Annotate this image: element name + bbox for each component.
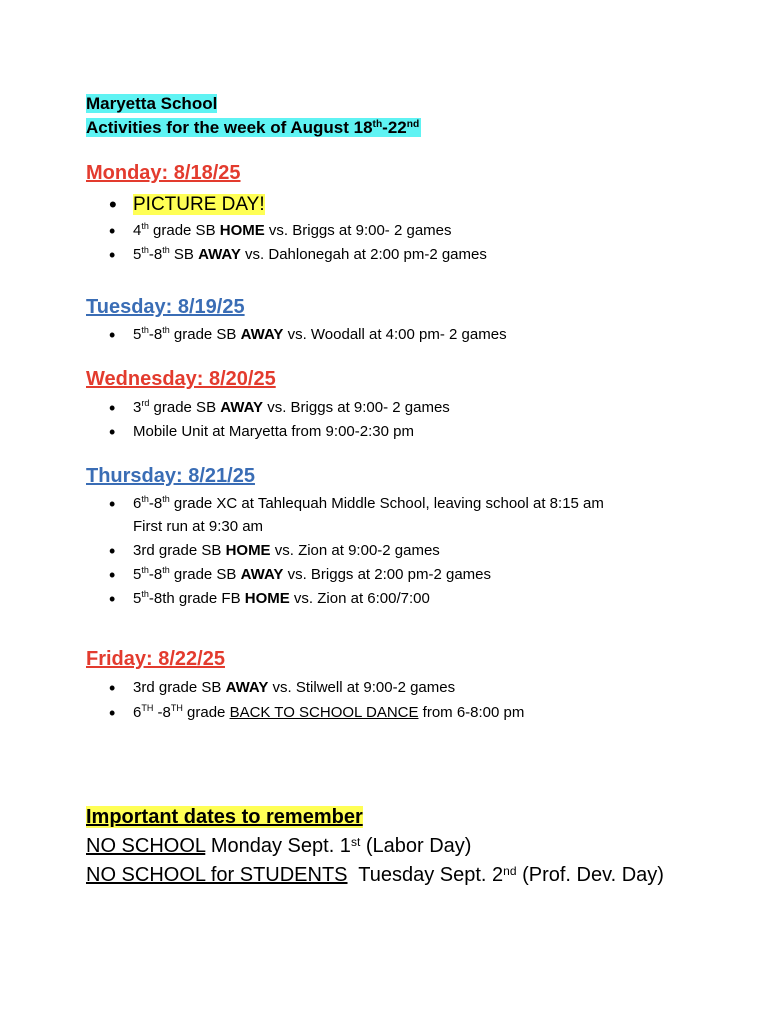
important-line-1: NO SCHOOL Monday Sept. 1st (Labor Day) — [86, 835, 472, 857]
list-item: • 6TH -8TH grade BACK TO SCHOOL DANCE from 6-8:00 pm — [133, 703, 524, 723]
tuesday-heading: Tuesday: 8/19/25 — [86, 296, 245, 318]
list-item: • 6th-8th grade XC at Tahlequah Middle School, leaving school at 8:15 am — [133, 494, 604, 514]
important-heading: Important dates to remember — [86, 806, 363, 828]
important-line-2: NO SCHOOL for STUDENTS Tuesday Sept. 2nd (Prof. Dev. Day) — [86, 864, 664, 886]
list-item: • 5th-8th grade FB HOME vs. Zion at 6:00/7:00 — [133, 589, 430, 609]
wednesday-heading: Wednesday: 8/20/25 — [86, 368, 276, 390]
list-item-continuation: First run at 9:30 am — [133, 518, 264, 535]
school-title: Maryetta School — [86, 94, 218, 113]
list-item: • PICTURE DAY! — [133, 193, 265, 217]
list-item: • 5th-8th grade SB AWAY vs. Briggs at 2:00 pm-2 games — [133, 565, 491, 585]
list-item: • 3rd grade SB AWAY vs. Stilwell at 9:00-2 games — [133, 678, 455, 698]
week-title: Activities for the week of August 18th-22nd — [86, 118, 420, 137]
friday-heading: Friday: 8/22/25 — [86, 648, 225, 670]
thursday-heading: Thursday: 8/21/25 — [86, 465, 255, 487]
list-item: • 3rd grade SB AWAY vs. Briggs at 9:00- 2 games — [133, 398, 450, 418]
list-item: • 3rd grade SB HOME vs. Zion at 9:00-2 games — [133, 541, 440, 561]
list-item: • 5th-8th SB AWAY vs. Dahlonegah at 2:00 pm-2 games — [133, 245, 487, 265]
list-item: • 4th grade SB HOME vs. Briggs at 9:00- 2 games — [133, 221, 452, 241]
list-item: • Mobile Unit at Maryetta from 9:00-2:30 pm — [133, 422, 414, 442]
list-item: • 5th-8th grade SB AWAY vs. Woodall at 4:00 pm- 2 games — [133, 325, 507, 345]
monday-heading: Monday: 8/18/25 — [86, 162, 241, 184]
